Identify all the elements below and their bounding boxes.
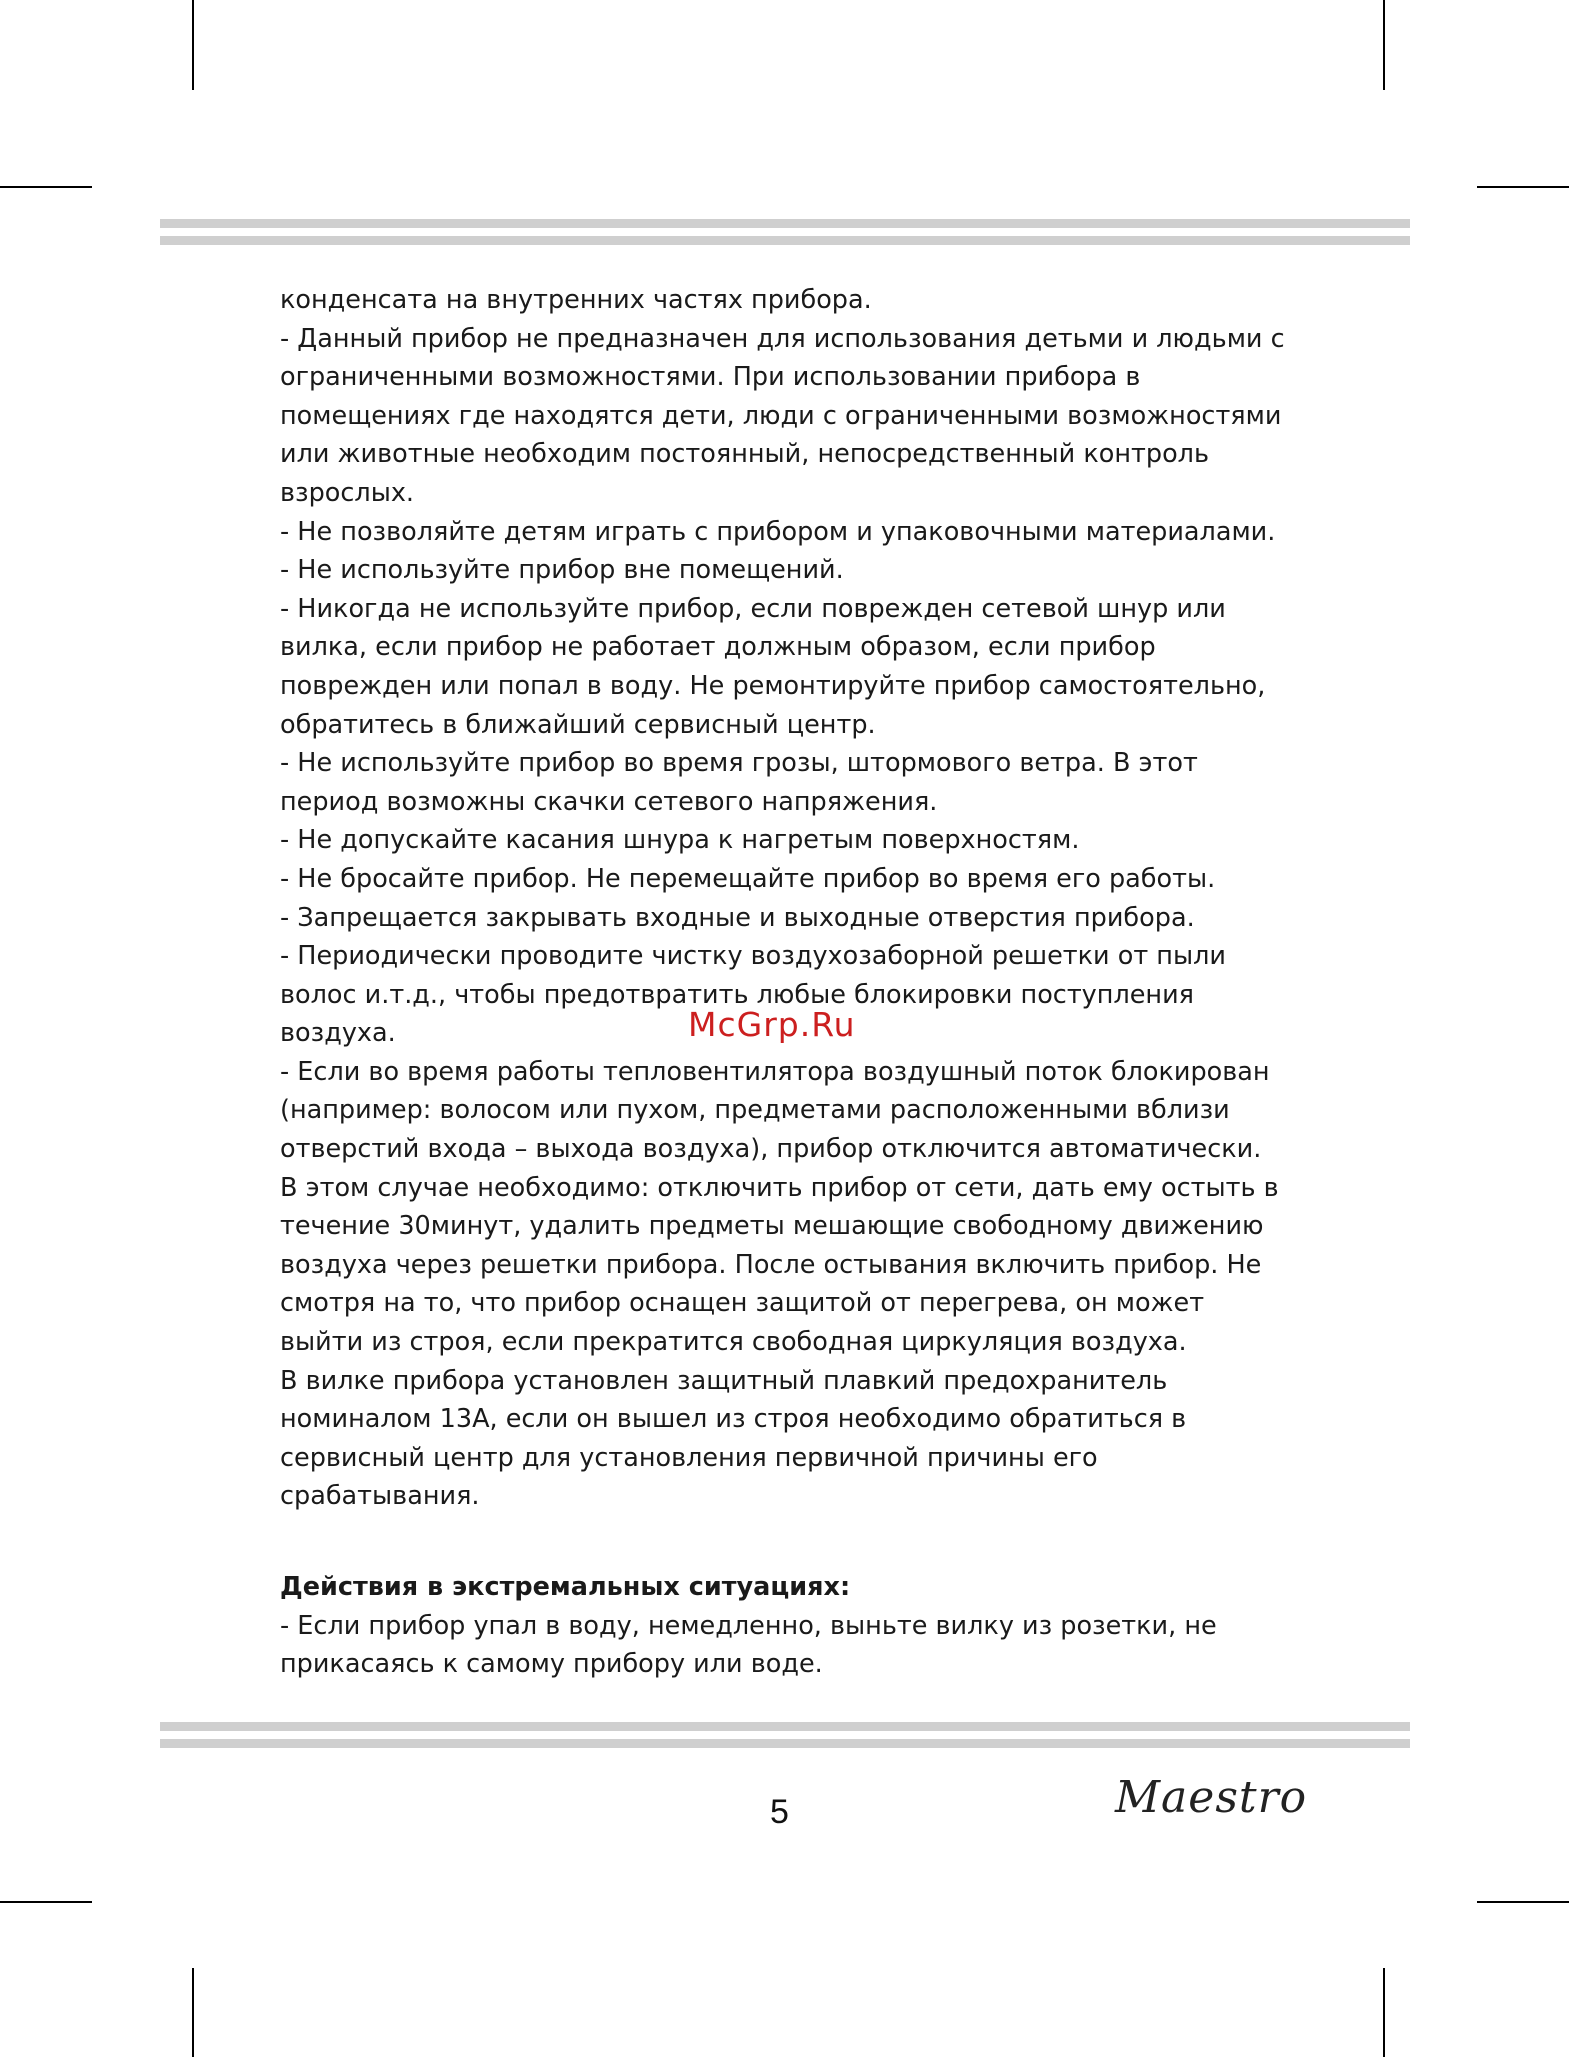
text-line: помещениях где находятся дети, люди с ограниченными возможностями bbox=[280, 400, 1282, 431]
watermark-text: McGrp.Ru bbox=[688, 1005, 856, 1044]
text-line: - Данный прибор не предназначен для использования детьми и людьми с bbox=[280, 323, 1285, 354]
text-line: - Периодически проводите чистку воздухозаборной решетки от пыли bbox=[280, 941, 1226, 972]
text-line: - Не используйте прибор вне помещений. bbox=[280, 555, 844, 586]
section-gap bbox=[280, 1516, 1320, 1568]
text-line: период возможны скачки сетевого напряжения. bbox=[280, 786, 938, 817]
text-line: взрослых. bbox=[280, 477, 415, 508]
footer-rule-top bbox=[160, 1722, 1410, 1731]
text-line: воздуха. bbox=[280, 1018, 396, 1049]
text-line: - Не используйте прибор во время грозы, штормового ветра. В этот bbox=[280, 748, 1198, 779]
body-text bbox=[280, 281, 1320, 1516]
header-rule-bottom bbox=[160, 236, 1410, 245]
main-text bbox=[280, 281, 1320, 1684]
crop-mark-bottom-right bbox=[1383, 1968, 1385, 2057]
text-line: отверстий входа – выхода воздуха), прибор отключится автоматически. bbox=[280, 1134, 1262, 1165]
text-line: или животные необходим постоянный, непосредственный контроль bbox=[280, 439, 1210, 470]
crop-mark-top-right bbox=[1383, 0, 1385, 90]
text-line: вилка, если прибор не работает должным образом, если прибор bbox=[280, 632, 1156, 663]
text-line: воздуха через решетки прибора. После остывания включить прибор. Не bbox=[280, 1249, 1262, 1280]
text-line: - Запрещается закрывать входные и выходные отверстия прибора. bbox=[280, 902, 1195, 933]
text-line: В этом случае необходимо: отключить прибор от сети, дать ему остыть в bbox=[280, 1172, 1279, 1203]
text-line: - Не бросайте прибор. Не перемещайте прибор во время его работы. bbox=[280, 863, 1216, 894]
text-line: волос и.т.д., чтобы предотвратить любые блокировки поступления bbox=[280, 979, 1195, 1010]
crop-mark-left-upper bbox=[0, 186, 92, 188]
text-line: - Никогда не используйте прибор, если поврежден сетевой шнур или bbox=[280, 593, 1226, 624]
brand-logo: Maestro bbox=[1115, 1772, 1308, 1823]
text-line: - Не допускайте касания шнура к нагретым поверхностям. bbox=[280, 825, 1080, 856]
section-heading: Действия в экстремальных ситуациях: bbox=[280, 1572, 851, 1602]
text-line: течение 30минут, удалить предметы мешающие свободному движению bbox=[280, 1211, 1264, 1242]
text-line: - Не позволяйте детям играть с прибором и упаковочными материалами. bbox=[280, 516, 1276, 547]
text-line: выйти из строя, если прекратится свободная циркуляция воздуха. bbox=[280, 1327, 1187, 1358]
text-line: номиналом 13А, если он вышел из строя необходимо обратиться в bbox=[280, 1404, 1187, 1435]
footer-rule-bottom bbox=[160, 1739, 1410, 1748]
crop-mark-right-lower bbox=[1477, 1901, 1569, 1903]
crop-mark-right-upper bbox=[1477, 186, 1569, 188]
text-line: прикасаясь к самому прибору или воде. bbox=[280, 1649, 823, 1680]
text-line: - Если во время работы тепловентилятора воздушный поток блокирован bbox=[280, 1056, 1270, 1087]
text-line: сервисный центр для установления первичной причины его bbox=[280, 1442, 1098, 1473]
crop-mark-top-left bbox=[192, 0, 194, 90]
text-line: - Если прибор упал в воду, немедленно, выньте вилку из розетки, не bbox=[280, 1610, 1217, 1641]
text-line: ограниченными возможностями. При использовании прибора в bbox=[280, 362, 1141, 393]
text-line: конденсата на внутренних частях прибора. bbox=[280, 285, 872, 315]
text-line: обратитесь в ближайший сервисный центр. bbox=[280, 709, 876, 740]
crop-mark-bottom-left bbox=[192, 1968, 194, 2057]
text-line: поврежден или попал в воду. Не ремонтируйте прибор самостоятельно, bbox=[280, 670, 1266, 701]
text-line: (например: волосом или пухом, предметами расположенными вблизи bbox=[280, 1095, 1230, 1126]
text-line: срабатывания. bbox=[280, 1481, 480, 1512]
page-number: 5 bbox=[770, 1793, 789, 1831]
text-line: смотря на то, что прибор оснащен защитой от перегрева, он может bbox=[280, 1288, 1205, 1319]
crop-mark-left-lower bbox=[0, 1901, 92, 1903]
header-rule-top bbox=[160, 219, 1410, 228]
text-line: В вилке прибора установлен защитный плавкий предохранитель bbox=[280, 1365, 1168, 1396]
